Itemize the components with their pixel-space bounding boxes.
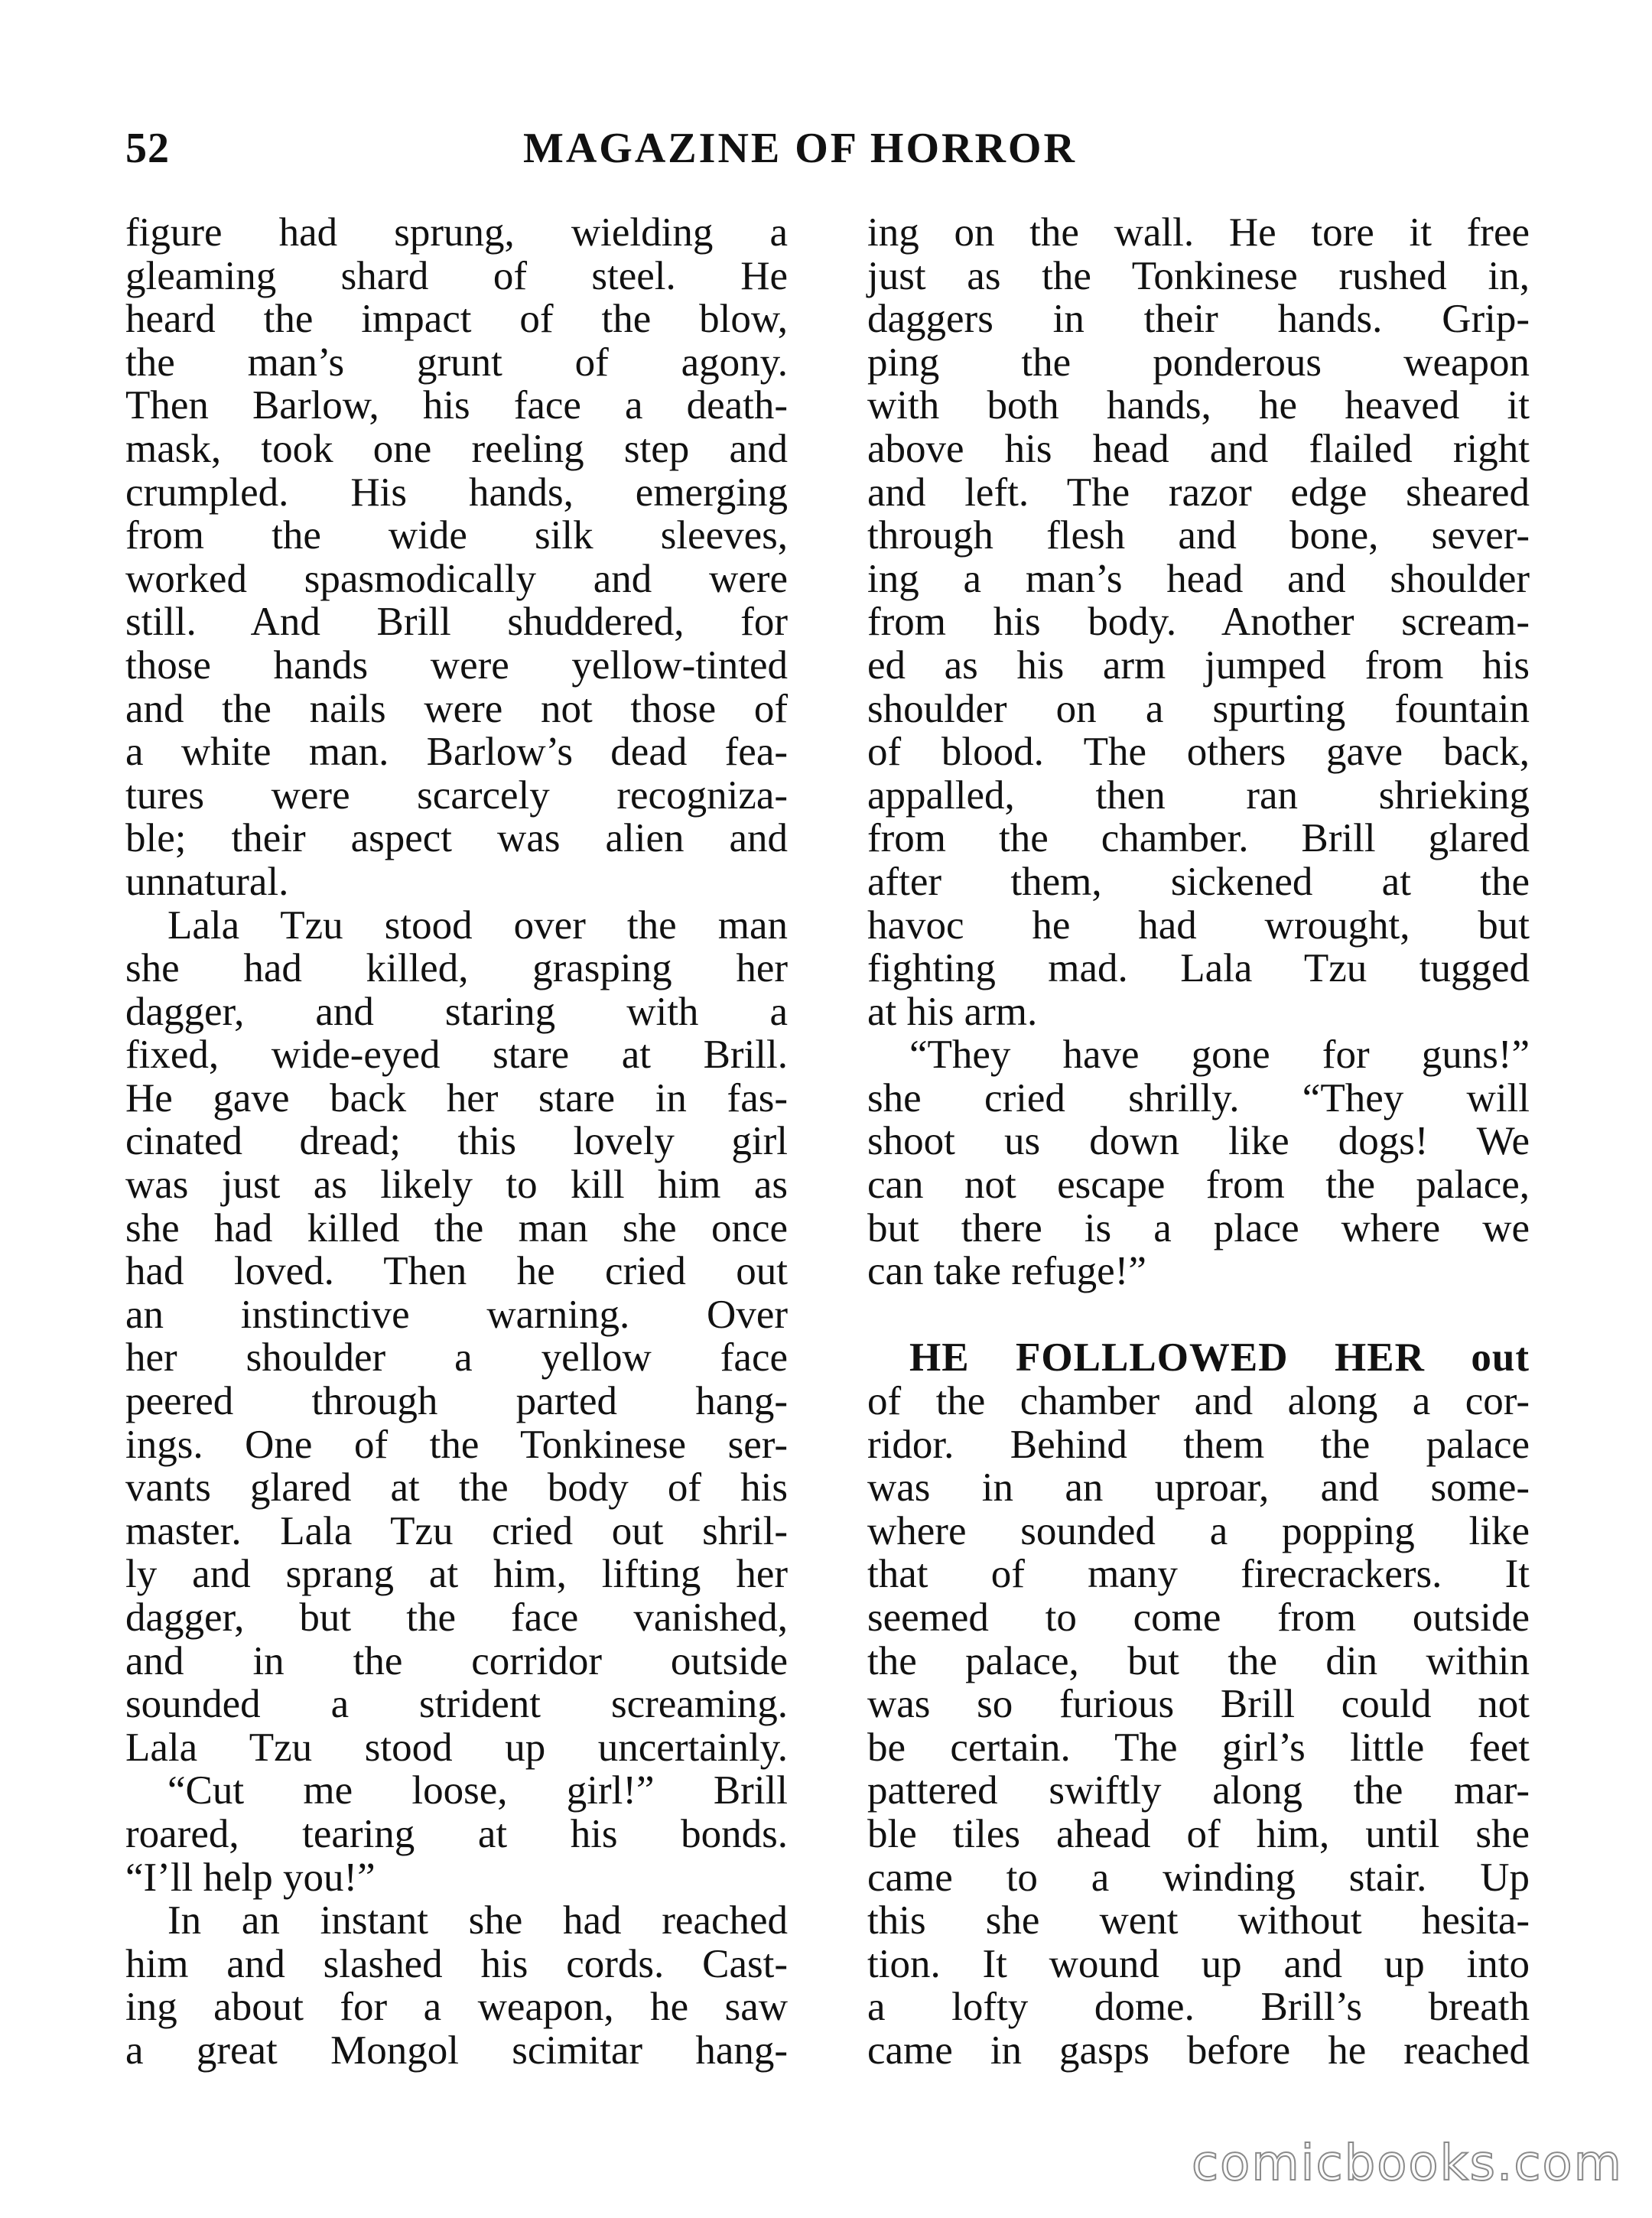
text-line: ing a man’s head and shoulder — [867, 556, 1530, 601]
text-line: and the nails were not those of — [125, 686, 788, 731]
text-line: and left. The razor edge sheared — [867, 470, 1530, 515]
text-line: was just as likely to kill him as — [125, 1163, 788, 1208]
text-line: can not escape from the palace, — [867, 1163, 1530, 1208]
text-line: those hands were yellow-tinted — [125, 642, 788, 688]
text-line: she had killed, grasping her — [125, 946, 788, 991]
page-number: 52 — [125, 125, 170, 172]
text-line: Lala Tzu stood up uncertainly. — [125, 1725, 788, 1770]
text-line: “Cut me loose, girl!” Brill — [167, 1768, 788, 1813]
text-line: with both hands, he heaved it — [867, 383, 1530, 428]
text-line: above his head and flailed right — [867, 426, 1530, 471]
text-line: shoulder on a spurting fountain — [867, 686, 1530, 731]
text-line: Lala Tzu stood over the man — [167, 902, 788, 948]
text-line: had loved. Then he cried out — [125, 1249, 788, 1294]
text-line: him and slashed his cords. Cast- — [125, 1941, 788, 1986]
text-line: that of many firecrackers. It — [867, 1552, 1530, 1597]
text-line: at his arm. — [867, 989, 1038, 1034]
text-line: and in the corridor outside — [125, 1638, 788, 1683]
text-line: shoot us down like dogs! We — [867, 1119, 1530, 1164]
text-line: pattered swiftly along the mar- — [867, 1768, 1530, 1813]
text-line: a lofty dome. Brill’s breath — [867, 1985, 1530, 2030]
text-line: came in gasps before he reached — [867, 2028, 1530, 2073]
section-break — [867, 1293, 1530, 1337]
text-line: vants glared at the body of his — [125, 1465, 788, 1511]
text-line: ble; their aspect was alien and — [125, 816, 788, 861]
text-line: “They have gone for guns!” — [909, 1033, 1530, 1078]
text-line: In an instant she had reached — [167, 1898, 788, 1943]
text-line: from his body. Another scream- — [867, 600, 1530, 645]
text-line: gleaming shard of steel. He — [125, 253, 788, 298]
text-line: a white man. Barlow’s dead fea- — [125, 730, 788, 775]
section-opening-line: HE FOLLLOWED HER out — [909, 1335, 1530, 1381]
text-line: sounded a strident screaming. — [125, 1682, 788, 1727]
text-line: a great Mongol scimitar hang- — [125, 2028, 788, 2073]
text-line: worked spasmodically and were — [125, 556, 788, 601]
text-line: peered through parted hang- — [125, 1379, 788, 1424]
text-line: an instinctive warning. Over — [125, 1292, 788, 1337]
text-line: she had killed the man she once — [125, 1205, 788, 1250]
text-line: came to a winding stair. Up — [867, 1855, 1530, 1900]
text-line: was in an uproar, and some- — [867, 1465, 1530, 1511]
text-line: ing on the wall. He tore it free — [867, 210, 1530, 255]
text-line: ble tiles ahead of him, until she — [867, 1811, 1530, 1856]
text-line: from the wide silk sleeves, — [125, 513, 788, 558]
text-line: Then Barlow, his face a death- — [125, 383, 788, 428]
text-line: she cried shrilly. “They will — [867, 1075, 1530, 1120]
text-line: tion. It wound up and up into — [867, 1941, 1530, 1986]
text-line: this she went without hesita- — [867, 1898, 1530, 1943]
text-line: was so furious Brill could not — [867, 1682, 1530, 1727]
text-line: through flesh and bone, sever- — [867, 513, 1530, 558]
text-line: ping the ponderous weapon — [867, 340, 1530, 385]
text-line: tures were scarcely recogniza- — [125, 772, 788, 818]
text-line: “I’ll help you!” — [125, 1855, 376, 1900]
running-title: MAGAZINE OF HORROR — [523, 125, 1077, 172]
text-line: unnatural. — [125, 859, 289, 904]
text-line: dagger, but the face vanished, — [125, 1595, 788, 1640]
text-line: where sounded a popping like — [867, 1508, 1530, 1553]
text-line: daggers in their hands. Grip- — [867, 297, 1530, 342]
text-line: He gave back her stare in fas- — [125, 1075, 788, 1120]
text-line: heard the impact of the blow, — [125, 297, 788, 342]
running-header — [125, 124, 1548, 185]
text-line: appalled, then ran shrieking — [867, 772, 1530, 818]
text-line: fighting mad. Lala Tzu tugged — [867, 946, 1530, 991]
text-line: her shoulder a yellow face — [125, 1335, 788, 1381]
text-line: figure had sprung, wielding a — [125, 210, 788, 255]
watermark: comicbooks.com — [1191, 2135, 1623, 2192]
text-line: crumpled. His hands, emerging — [125, 470, 788, 515]
text-line: ings. One of the Tonkinese ser- — [125, 1422, 788, 1467]
text-line: of blood. The others gave back, — [867, 730, 1530, 775]
text-line: mask, took one reeling step and — [125, 426, 788, 471]
text-line: ly and sprang at him, lifting her — [125, 1552, 788, 1597]
text-line: after them, sickened at the — [867, 859, 1530, 904]
left-column — [125, 211, 788, 2073]
text-line: of the chamber and along a cor- — [867, 1379, 1530, 1424]
text-line: be certain. The girl’s little feet — [867, 1725, 1530, 1770]
text-line: havoc he had wrought, but — [867, 902, 1530, 948]
text-line: from the chamber. Brill glared — [867, 816, 1530, 861]
text-line: can take refuge!” — [867, 1249, 1146, 1294]
text-line: ed as his arm jumped from his — [867, 642, 1530, 688]
right-column — [867, 211, 1530, 2073]
text-line: ing about for a weapon, he saw — [125, 1985, 788, 2030]
text-line: seemed to come from outside — [867, 1595, 1530, 1640]
text-line: the man’s grunt of agony. — [125, 340, 788, 385]
text-line: but there is a place where we — [867, 1205, 1530, 1250]
text-line: cinated dread; this lovely girl — [125, 1119, 788, 1164]
text-line: just as the Tonkinese rushed in, — [867, 253, 1530, 298]
text-line: dagger, and staring with a — [125, 989, 788, 1034]
text-line: still. And Brill shuddered, for — [125, 600, 788, 645]
text-line: master. Lala Tzu cried out shril- — [125, 1508, 788, 1553]
text-line: ridor. Behind them the palace — [867, 1422, 1530, 1467]
text-line: the palace, but the din within — [867, 1638, 1530, 1683]
text-line: fixed, wide-eyed stare at Brill. — [125, 1033, 788, 1078]
text-line: roared, tearing at his bonds. — [125, 1811, 788, 1856]
